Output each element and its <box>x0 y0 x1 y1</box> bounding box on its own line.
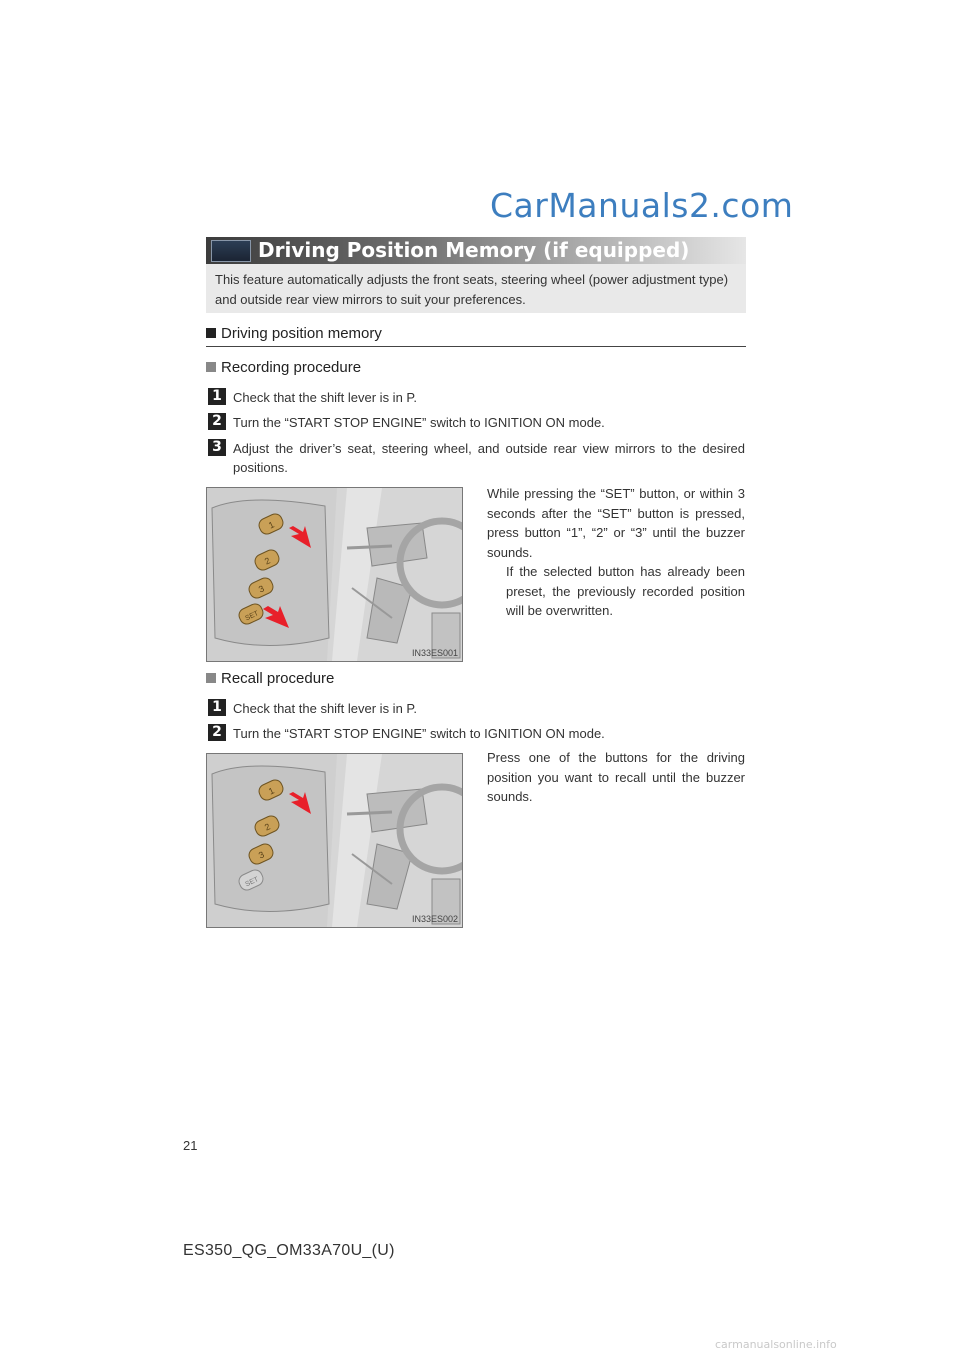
title-icon <box>211 240 251 262</box>
section-heading-text: Driving position memory <box>221 325 382 342</box>
recall-illustration <box>206 753 463 928</box>
recall-step-2 <box>208 724 748 744</box>
set-button-label: SET <box>244 876 260 889</box>
svg-text:3: 3 <box>257 849 266 861</box>
square-bullet-icon <box>206 328 216 338</box>
section-heading <box>206 325 746 347</box>
door-memory-buttons-illustration <box>207 754 462 927</box>
step-number: 3 <box>208 439 226 456</box>
watermark-bottom: carmanualsonline.info <box>715 1338 837 1351</box>
recall-step-1 <box>208 699 748 719</box>
footer-code: ES350_QG_OM33A70U_(U) <box>183 1242 395 1259</box>
recall-step-3-text <box>487 748 745 807</box>
square-bullet-icon <box>206 362 216 372</box>
intro-box <box>206 264 746 313</box>
recording-heading-text: Recording procedure <box>221 359 362 376</box>
step-number: 2 <box>208 413 226 430</box>
page-title: Driving Position Memory (if equipped) <box>258 238 690 262</box>
svg-text:2: 2 <box>263 821 272 833</box>
step-text: Check that the shift lever is in P. <box>233 701 418 716</box>
step-number: 1 <box>208 699 226 716</box>
step-text: While pressing the “SET” button, or within 3 seconds after the “SET” button is pressed, press button “1”, “2” or “3” until the buzzer sounds. <box>487 486 745 560</box>
square-bullet-icon <box>206 673 216 683</box>
figure-code: IN33ES002 <box>411 914 458 924</box>
svg-text:3: 3 <box>257 583 266 595</box>
intro-text: This feature automatically adjusts the front seats, steering wheel (power adjustment type) and outside rear view mirrors to suit your preferences. <box>215 272 729 307</box>
svg-text:1: 1 <box>267 519 276 531</box>
page-number: 21 <box>183 1138 198 1153</box>
recording-step-3 <box>208 439 748 479</box>
step-number: 1 <box>208 388 226 405</box>
figure-code: IN33ES001 <box>411 648 458 658</box>
step-text: Adjust the driver’s seat, steering wheel, and outside rear view mirrors to the desired positions. <box>233 441 745 475</box>
recall-heading-text: Recall procedure <box>221 670 335 687</box>
step-text: Turn the “START STOP ENGINE” switch to IGNITION ON mode. <box>233 726 605 741</box>
recording-step-4-text <box>487 484 745 621</box>
svg-text:2: 2 <box>263 555 272 567</box>
step-text: Turn the “START STOP ENGINE” switch to IGNITION ON mode. <box>233 415 605 430</box>
section-title-bar <box>206 237 746 264</box>
recording-illustration <box>206 487 463 662</box>
step-text: Check that the shift lever is in P. <box>233 390 418 405</box>
svg-text:1: 1 <box>267 785 276 797</box>
recording-step-2 <box>208 413 748 433</box>
door-memory-buttons-illustration <box>207 488 462 661</box>
step-number: 2 <box>208 724 226 741</box>
recording-step-1 <box>208 388 748 408</box>
watermark-top: CarManuals2.com <box>490 186 794 225</box>
set-button-label: SET <box>244 610 260 623</box>
recall-heading <box>206 670 334 687</box>
recording-heading <box>206 359 361 376</box>
step-text: Press one of the buttons for the driving position you want to recall until the buzzer sounds. <box>487 750 745 804</box>
step-note: If the selected button has already been preset, the previously recorded position will be overwritten. <box>506 564 745 618</box>
